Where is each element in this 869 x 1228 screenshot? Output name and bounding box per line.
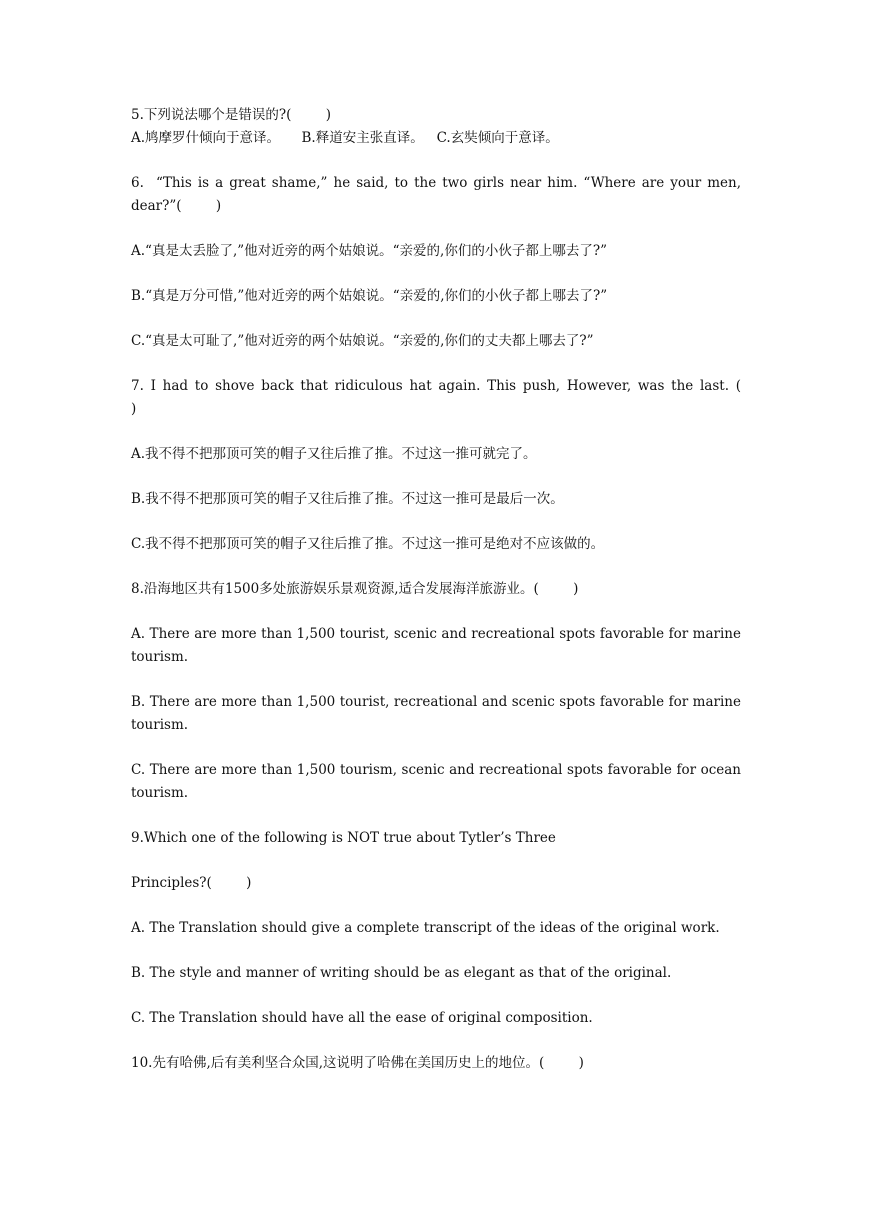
question-9 [131,827,741,1030]
question-7-option-c: C.我不得不把那顶可笑的帽子又往后推了推。不过这一推可是绝对不应该做的。 [131,536,605,552]
question-6-option-b: B.“真是万分可惜,”他对近旁的两个姑娘说。“亲爱的,你们的小伙子都上哪去了?” [131,288,608,304]
question-10-stem: 10.先有哈佛,后有美利坚合众国,这说明了哈佛在美国历史上的地位。( ) [131,1055,584,1071]
question-6-stem: 6. “This is a great shame,” he said, to the two girls near him. “Where are your men, dear?”( ) [131,175,746,214]
question-8-stem: 8.沿海地区共有1500多处旅游娱乐景观资源,适合发展海洋旅游业。( ) [131,581,579,597]
question-5-options: A.鸠摩罗什倾向于意译。 B.释道安主张直译。 C.玄奘倾向于意译。 [131,130,559,146]
question-5 [131,104,741,150]
question-7 [131,375,776,556]
question-6-option-c: C.“真是太可耻了,”他对近旁的两个姑娘说。“亲爱的,你们的丈夫都上哪去了?” [131,333,594,349]
question-9-option-a: A. The Translation should give a complete transcript of the ideas of the original work. [131,920,720,936]
question-8-option-b: B. There are more than 1,500 tourist, recreational and scenic spots favorable for marine tourism. [131,694,746,733]
question-5-stem: 5.下列说法哪个是错误的?( ) [131,107,331,123]
question-9-stem-line-1: 9.Which one of the following is NOT true about Tytler’s Three [131,830,556,846]
question-9-stem-line-2: Principles?( ) [131,875,252,891]
question-6-option-a: A.“真是太丢脸了,”他对近旁的两个姑娘说。“亲爱的,你们的小伙子都上哪去了?” [131,243,607,259]
question-8-option-a: A. There are more than 1,500 tourist, scenic and recreational spots favorable for marine tourism. [131,626,746,665]
question-7-stem: 7. I had to shove back that ridiculous hat again. This push, However, was the last. ( ) [131,378,776,417]
question-10 [131,1052,741,1075]
question-8-option-c: C. There are more than 1,500 tourism, scenic and recreational spots favorable for ocean tourism. [131,762,746,801]
question-7-option-b: B.我不得不把那顶可笑的帽子又往后推了推。不过这一推可是最后一次。 [131,491,564,507]
question-6 [131,172,746,353]
question-7-option-a: A.我不得不把那顶可笑的帽子又往后推了推。不过这一推可就完了。 [131,446,537,462]
exam-page [131,104,776,1075]
question-9-option-c: C. The Translation should have all the ease of original composition. [131,1010,593,1026]
question-9-option-b: B. The style and manner of writing should be as elegant as that of the original. [131,965,672,981]
question-8 [131,578,746,805]
